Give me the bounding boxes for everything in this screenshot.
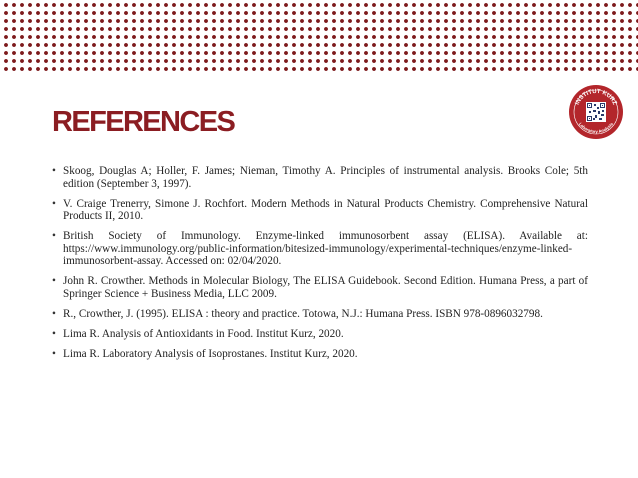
institut-kurz-logo [568, 84, 624, 140]
reference-item: • R., Crowther, J. (1995). ELISA : theory and practice. Totowa, N.J.: Humana Press. ISBN 978-0896032798. [52, 308, 588, 321]
reference-item: • British Society of Immunology. Enzyme-linked immunosorbent assay (ELISA). Available at: https://www.immunology.org/public-information/bitesized-immunology/experimental-techniques/enzyme-linked-immunosorbent-assay. Accessed on: 02/04/2020. [52, 230, 588, 268]
svg-text:Laboratory Analysis: Laboratory Analysis [577, 121, 615, 135]
dot-pattern-edge [0, 74, 638, 84]
reference-item: • Lima R. Analysis of Antioxidants in Food. Institut Kurz, 2020. [52, 328, 588, 341]
page-title: REFERENCES [52, 106, 235, 138]
reference-item: • Skoog, Douglas A; Holler, F. James; Nieman, Timothy A. Principles of instrumental analysis. Brooks Cole; 5th edition (September 3, 1997). [52, 165, 588, 190]
reference-item: • John R. Crowther. Methods in Molecular Biology, The ELISA Guidebook. Second Edition. Humana Press, a part of Springer Science + Business Media, LLC 2009. [52, 275, 588, 300]
reference-item: • V. Craige Trenerry, Simone J. Rochfort. Modern Methods in Natural Products Chemistry. Comprehensive Natural Products II, 2010. [52, 198, 588, 223]
svg-text:INSTITUT KURZ: INSTITUT KURZ [574, 88, 618, 107]
references-list [52, 165, 588, 368]
reference-item: • Lima R. Laboratory Analysis of Isoprostanes. Institut Kurz, 2020. [52, 348, 588, 361]
decorative-dot-pattern [0, 0, 638, 80]
